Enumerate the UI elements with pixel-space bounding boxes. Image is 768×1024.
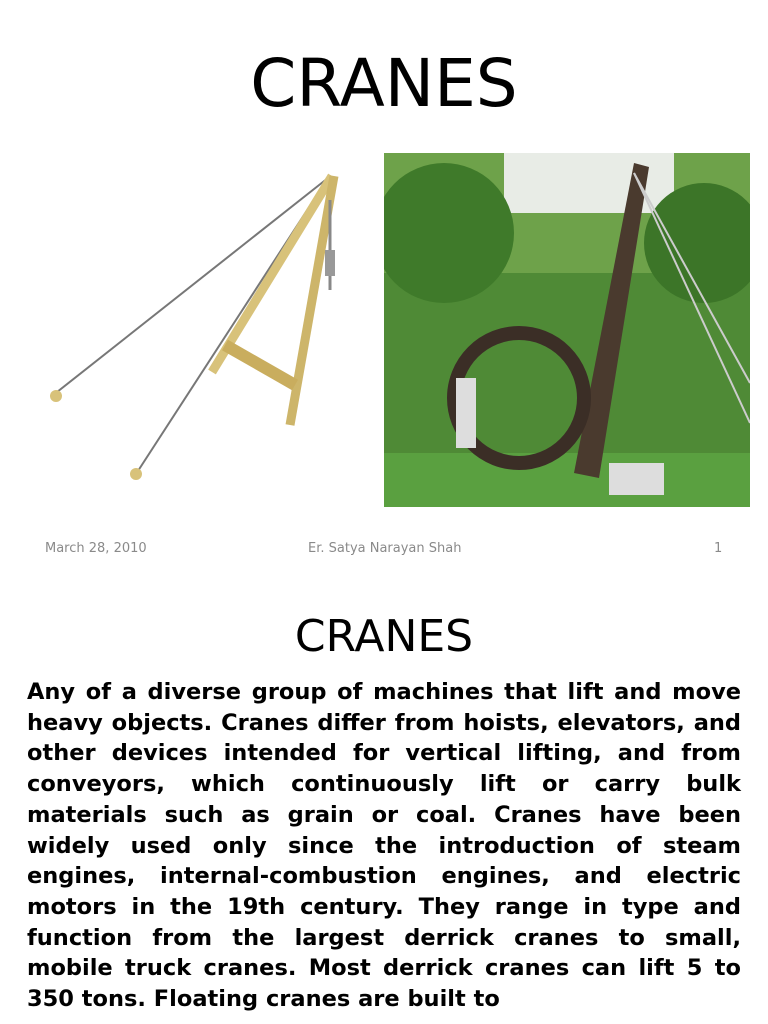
footer-author: Er. Satya Narayan Shah — [308, 541, 462, 556]
slide-body-text: Any of a diverse group of machines that lift and move heavy objects. Cranes differ from hoists, elevators, and other devices intended for vertical lifting, and from conveyors, which continuously lift or carry bulk materials such as grain or coal. Cranes have been widely used only since the introduction of steam engines, internal-combustion engines, and electric motors in the 19th century. They range in type and function from the largest derrick cranes to small, mobile truck cranes. Most derrick cranes can lift 5 to 350 tons. Floating cranes are built to — [27, 679, 741, 1013]
slide-2 — [0, 585, 768, 1024]
historic-crane-photo — [384, 153, 750, 507]
slide-title: CRANES — [250, 45, 518, 122]
derrick-crane-illustration — [40, 160, 370, 490]
slide-title: CRANES — [294, 611, 474, 662]
footer-date: March 28, 2010 — [45, 541, 147, 556]
footer-page-number: 1 — [714, 541, 723, 556]
